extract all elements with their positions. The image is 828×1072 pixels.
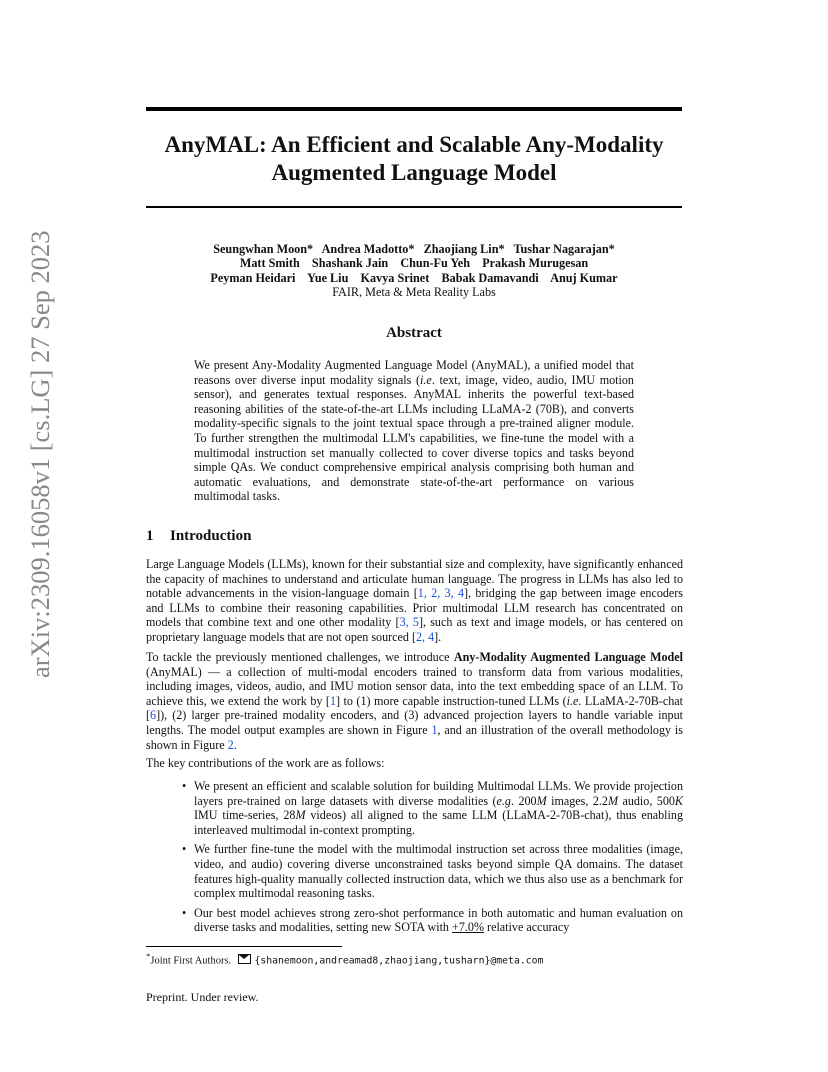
section-heading-introduction [146, 528, 251, 545]
math-symbol: M [607, 793, 619, 808]
author: Seungwhan Moon* [213, 242, 314, 256]
text-run: images, 2.2 [546, 793, 608, 808]
author-row-2 [146, 256, 682, 270]
text-run: ], bridging the gap between image encoders and LLMs to combine their reasoning capabilities. Prior multimodal LLM research has concentrated on models that combine text and one other modality [ [146, 586, 684, 630]
author-row-1 [146, 242, 682, 256]
text-run: Our best model achieves strong zero-shot performance in both automatic and human evaluation on diverse tasks and modalities, setting new SOTA with [194, 905, 683, 935]
author: Babak Damavandi [441, 270, 539, 285]
list-item [194, 906, 683, 935]
author: Peyman Heidari [210, 270, 296, 285]
text-run: To tackle the previously mentioned challenges, we introduce [146, 650, 454, 664]
title-line-1: AnyMAL: An Efficient and Scalable Any-Modality [164, 132, 664, 157]
author: Kavya Srinet [360, 270, 430, 285]
affiliation: FAIR, Meta & Meta Reality Labs [332, 285, 496, 300]
list-item [194, 779, 683, 837]
author: Tushar Nagarajan* [513, 242, 615, 256]
section-title: Introduction [170, 528, 252, 544]
intro-paragraph-1 [146, 557, 683, 645]
text-run: videos) all aligned to the same LLM (LLaMA-2-70B-chat), thus enabling interleaved multimodal in-context prompting. [194, 808, 683, 837]
italic-eg: e.g [496, 793, 511, 808]
text-run: . LLaMA-2-70B-chat [ [146, 693, 683, 723]
text-run: relative accuracy [484, 920, 570, 935]
footnote-text: Joint First Authors. [150, 955, 232, 967]
title-top-rule [146, 107, 682, 111]
figure-link[interactable]: 1 [431, 722, 438, 737]
title-bottom-rule [146, 206, 682, 208]
list-item: • We further fine-tune the model with the multimodal instruction set across three modalities (image, video, and audio) covering diverse unconstrained tasks beyond simple QA domains. The dataset features high-quality manually collected instruction data, which we thus also use as a benchmark for complex multimodal reasoning tasks. [194, 842, 683, 900]
text-run: , and an illustration of the overall methodology is shown in Figure [146, 722, 683, 752]
author-emails[interactable]: {shanemoon,andreamad8,zhaojiang,tusharn}@meta.com [254, 955, 544, 967]
math-symbol: M [295, 808, 306, 823]
title-line-2: Augmented Language Model [271, 160, 557, 185]
text-run: ]. [434, 629, 442, 644]
abstract-ie: i.e [420, 372, 432, 387]
text-run: We present an efficient and scalable solution for building Multimodal LLMs. We provide projection layers pre-trained on large datasets with diverse modalities ( [194, 779, 683, 808]
arxiv-side-stamp-wrap [20, 230, 60, 678]
author: Anuj Kumar [550, 270, 618, 285]
author: Chun-Fu Yeh [400, 256, 470, 271]
envelope-icon [238, 954, 251, 964]
author-block [146, 242, 682, 300]
citation-link[interactable]: 1, 2, 3, 4 [417, 586, 464, 601]
footnote [146, 950, 543, 968]
section-number: 1 [146, 528, 154, 544]
footnote-marker: * [146, 951, 151, 961]
text-run: IMU time-series, 28 [194, 808, 296, 823]
footnote-rule [146, 946, 342, 947]
bold-term: Any-Modality Augmented Language Model [453, 650, 684, 664]
abstract-text [194, 358, 634, 504]
author-row-3 [146, 271, 682, 285]
author: Shashank Jain [311, 256, 389, 271]
text-run: Large Language Models (LLMs), known for their substantial size and complexity, have significantly enhanced the capacity of machines to understand and articulate human language. The progress in LLMs has also led to notable advancements in the vision-language domain [ [146, 557, 683, 601]
text-run: ] to (1) more capable instruction-tuned LLMs ( [336, 693, 567, 708]
author: Prakash Murugesan [482, 256, 589, 271]
abstract-part: . text, image, video, audio, IMU motion sensor), and generates textual responses. AnyMAL inherits the powerful text-based reasoning abilities of the state-of-the-art LLMs including LLaMA-2 (70B), and converts modality-specific signals to the joint textual space through a pre-trained aligner module. To further strengthen the multimodal LLM's capabilities, we fine-tune the model with a multimodal instruction set manually collected to cover diverse topics and tasks beyond simple QAs. We conduct comprehensive empirical analysis comprising both human and automatic evaluations, and demonstrate state-of-the-art performance on various multimodal tasks. [194, 372, 634, 504]
author: Yue Liu [307, 270, 349, 285]
math-symbol: K [674, 793, 683, 808]
citation-link[interactable]: 6 [150, 708, 157, 723]
abstract-part: We present Any-Modality Augmented Language Model (AnyMAL), a unified model that reasons over diverse input modality signals ( [194, 358, 634, 387]
citation-link[interactable]: 3, 5 [399, 615, 419, 630]
intro-paragraph-3: The key contributions of the work are as follows: [146, 756, 385, 770]
text-run: audio, 500 [618, 793, 675, 808]
arxiv-side-stamp: arXiv:2309.16058v1 [cs.LG] 27 Sep 2023 [25, 230, 55, 678]
preprint-notice: Preprint. Under review. [146, 990, 259, 1004]
author: Andrea Madotto* [321, 242, 415, 256]
author: Zhaojiang Lin* [423, 242, 505, 256]
math-symbol: M [536, 793, 547, 808]
citation-link[interactable]: 1 [329, 693, 336, 708]
text-run: . [233, 737, 237, 752]
contributions-list [194, 779, 683, 940]
italic-ie: i.e [566, 693, 579, 708]
underlined-value: +7.0% [452, 920, 485, 935]
intro-paragraph-2 [146, 650, 683, 752]
author: Matt Smith [239, 256, 300, 271]
abstract-heading: Abstract [386, 325, 442, 341]
figure-link[interactable]: 2 [227, 737, 234, 752]
text-run: ]), (2) larger pre-trained modality encoders, and (3) advanced projection layers to handle variable input lengths. The model output examples are shown in Figure [146, 708, 683, 737]
citation-link[interactable]: 2, 4 [416, 629, 435, 644]
text-run: . 200 [510, 793, 537, 808]
paper-title [146, 131, 682, 187]
text-run: (AnyMAL) — a collection of multi-modal encoders trained to transform data from various modalities, including images, videos, audio, and IMU motion sensor data, into the text embedding space of an LLM. To achieve this, we extend the work by [ [146, 664, 683, 708]
text-run: ], such as text and image models, or has centered on proprietary language models that are not open sourced [ [146, 615, 683, 644]
